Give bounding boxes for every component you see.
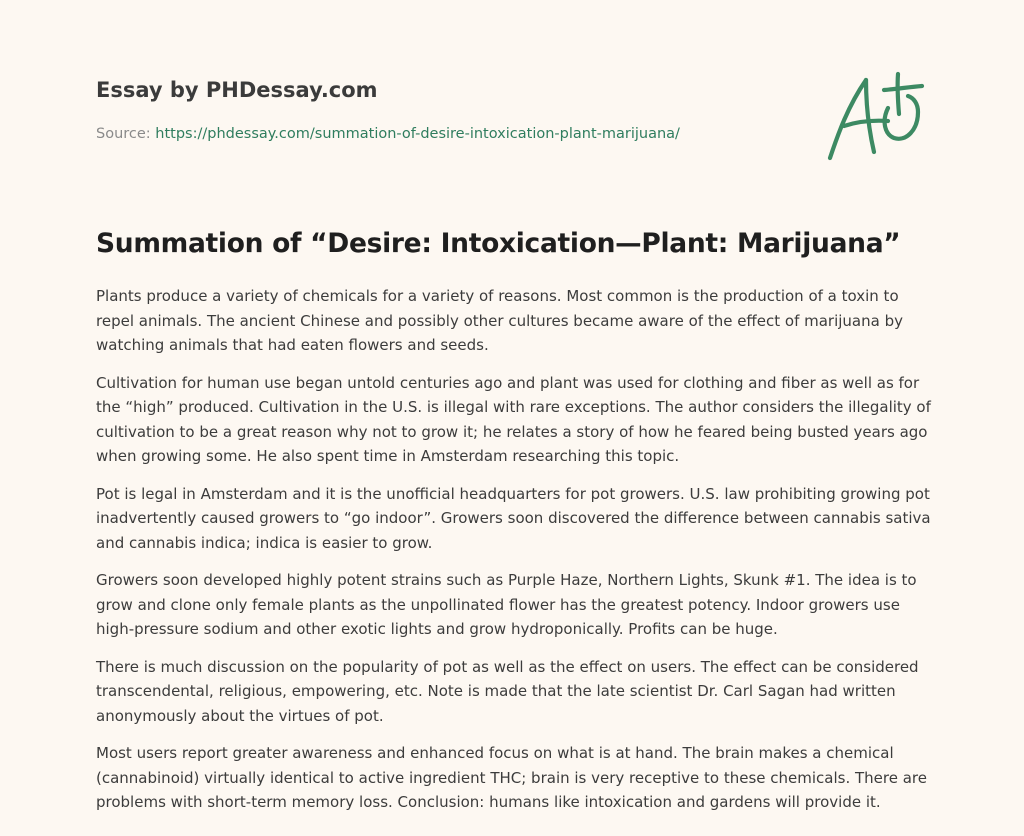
paragraph: There is much discussion on the popularity of pot as well as the effect on users. The effect can be considered transcendental, religious, empowering, etc. Note is made that the late scientist Dr. Carl Sagan had written anonymously about the virtues of pot.: [96, 657, 919, 725]
paragraph: Cultivation for human use began untold centuries ago and plant was used for clothing and fiber as well as for the “high” produced. Cultivation in the U.S. is illegal with rare exceptions. The author considers the illegality of cultivation to be a great reason why not to grow it; he relates a story of how he feared being busted years ago when growing some. He also spent time in Amsterdam researching this topic.: [96, 373, 931, 465]
a-plus-grade-icon: [822, 68, 926, 164]
source-label: Source:: [96, 126, 151, 142]
paragraph: Pot is legal in Amsterdam and it is the unofficial headquarters for pot growers. U.S. law prohibiting growing pot inadvertently caused growers to “go indoor”. Growers soon discovered the difference between cannabis sativa and cannabis indica; indica is easier to grow.: [96, 484, 931, 552]
source-link[interactable]: https://phdessay.com/summation-of-desire-intoxication-plant-marijuana/: [155, 126, 680, 142]
page-header: [96, 74, 796, 144]
article-body: [96, 284, 932, 828]
paragraph: Most users report greater awareness and enhanced focus on what is at hand. The brain makes a chemical (cannabinoid) virtually identical to active ingredient THC; brain is very receptive to these chemicals. There are problems with short-term memory loss. Conclusion: humans like intoxication and gardens will provide it.: [96, 744, 927, 811]
page-title: Summation of “Desire: Intoxication—Plant: Marijuana”: [96, 228, 901, 259]
paragraph: Growers soon developed highly potent strains such as Purple Haze, Northern Lights, Skunk #1. The idea is to grow and clone only female plants as the unpollinated flower has the greatest potency. Indoor growers use high-pressure sodium and other exotic lights and grow hydroponically. Profits can be huge.: [96, 571, 917, 638]
site-brand: Essay by PHDessay.com: [96, 78, 378, 102]
paragraph: Plants produce a variety of chemicals for a variety of reasons. Most common is the production of a toxin to repel animals. The ancient Chinese and possibly other cultures became aware of the effect of marijuana by watching animals that had eaten flowers and seeds.: [96, 287, 903, 354]
source-line: [96, 124, 796, 144]
